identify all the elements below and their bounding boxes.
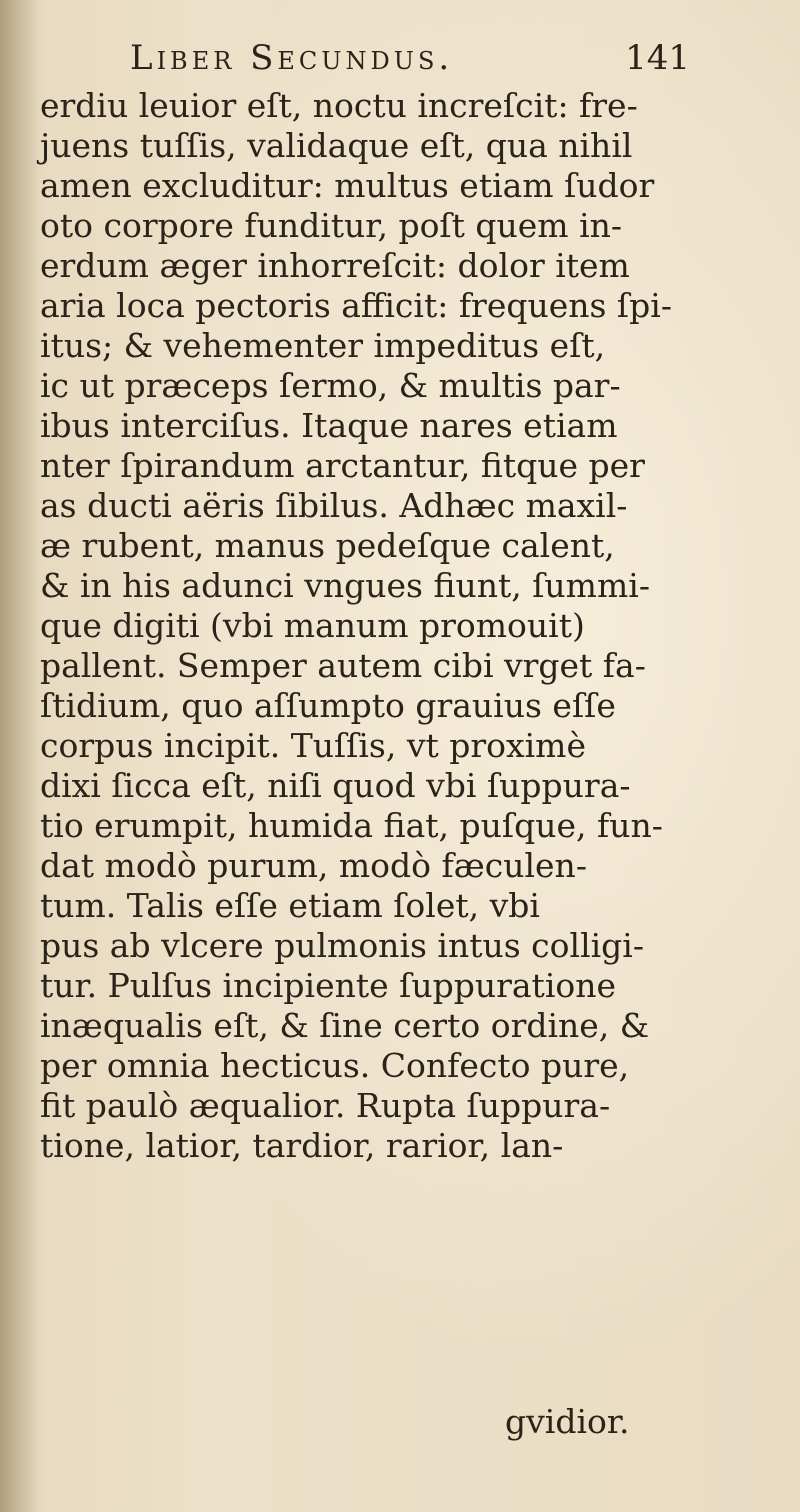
- catchword: gvidior.: [505, 1402, 630, 1441]
- page-gutter-shadow: [0, 0, 40, 1512]
- text-line: & in his adunci vngues fiunt, ſummi-: [40, 566, 650, 605]
- text-line: æ rubent, manus pedeſque calent,: [40, 526, 615, 565]
- text-line: dat modò purum, modò fæculen-: [40, 846, 587, 885]
- text-line: dixi ſicca eſt, niſi quod vbi ſuppura-: [40, 766, 631, 805]
- text-line: tur. Pulſus incipiente ſuppuratione: [40, 966, 617, 1005]
- text-line: aria loca pectoris afficit: frequens ſpi-: [40, 286, 672, 325]
- text-line: tum. Talis eſſe etiam ſolet, vbi: [40, 886, 540, 925]
- text-line: oto corpore funditur, poſt quem in-: [40, 206, 623, 245]
- text-line: corpus incipit. Tuſſis, vt proximè: [40, 726, 586, 765]
- text-line: nter ſpirandum arctantur, fitque per: [40, 446, 645, 485]
- text-line: amen excluditur: multus etiam ſudor: [40, 166, 655, 205]
- text-line: itus; & vehementer impeditus eſt,: [40, 326, 606, 365]
- text-line: ic ut præceps ſermo, & multis par-: [40, 366, 621, 405]
- text-line: as ducti aëris ſibilus. Adhæc maxil-: [40, 486, 628, 525]
- running-head: [130, 38, 690, 78]
- text-line: tio erumpit, humida fiat, puſque, fun-: [40, 806, 663, 845]
- running-title: Liber Secundus.: [130, 38, 454, 78]
- text-line: ibus interciſus. Itaque nares etiam: [40, 406, 618, 445]
- text-line: ſtidium, quo aſſumpto grauius eſſe: [40, 686, 616, 725]
- text-line: pus ab vlcere pulmonis intus colligi-: [40, 926, 645, 965]
- text-line: inæqualis eſt, & ſine certo ordine, &: [40, 1006, 650, 1045]
- text-line: fit paulò æqualior. Rupta ſuppura-: [40, 1086, 611, 1125]
- page-number: 141: [625, 38, 690, 78]
- body-text: [40, 86, 672, 1166]
- text-line: erdiu leuior eſt, noctu increſcit: fre-: [40, 86, 638, 125]
- text-line: erdum æger inhorreſcit: dolor item: [40, 246, 630, 285]
- text-line: pallent. Semper autem cibi vrget fa-: [40, 646, 646, 685]
- text-line: tione, latior, tardior, rarior, lan-: [40, 1126, 564, 1165]
- text-line: que digiti (vbi manum promouit): [40, 606, 585, 645]
- text-line: per omnia hecticus. Confecto pure,: [40, 1046, 630, 1085]
- text-line: juens tuſſis, validaque eſt, qua nihil: [40, 126, 633, 165]
